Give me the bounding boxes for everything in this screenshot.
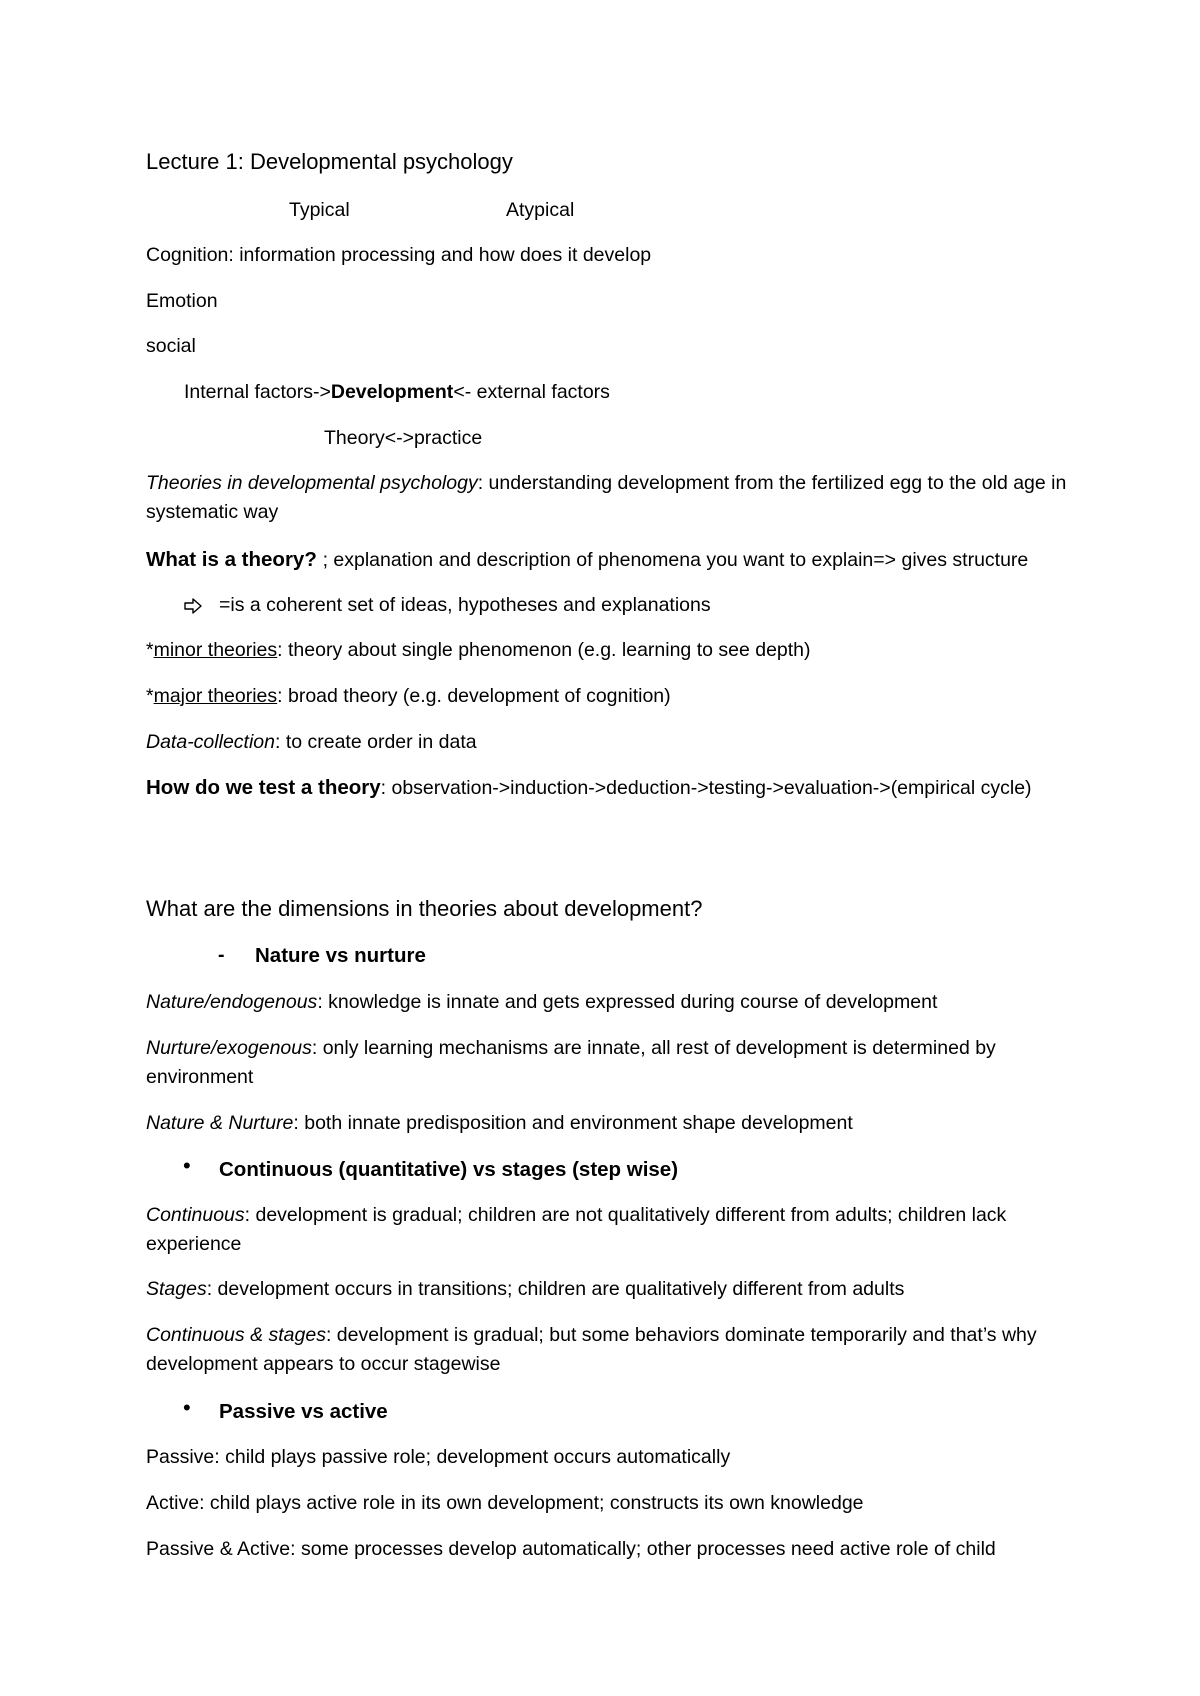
continuous-line [146, 1201, 1076, 1259]
stages-text: : development occurs in transitions; children are qualitatively different from adults [206, 1278, 905, 1300]
passive-active-heading: Passive vs active [219, 1400, 388, 1423]
stages-line [146, 1275, 1076, 1304]
nature-and-nurture-term: Nature & Nurture [146, 1112, 294, 1134]
minor-theories-term: minor theories [153, 639, 278, 661]
nature-endogenous-text: : knowledge is innate and gets expressed during course of development [317, 991, 938, 1013]
continuous-stages-term: Continuous & stages [146, 1324, 326, 1346]
hollow-arrow-icon [184, 597, 202, 615]
continuous-heading: Continuous (quantitative) vs stages (step wise) [219, 1158, 679, 1181]
asterisk-mark: * [146, 685, 154, 707]
passive-and-active-line: Passive & Active: some processes develop automatically; other processes need active role of child [146, 1538, 996, 1560]
coherent-line: =is a coherent set of ideas, hypotheses and explanations [219, 594, 711, 616]
cognition-line [146, 241, 1076, 270]
major-theories-term: major theories [153, 685, 278, 707]
theories-text: : understanding development from the fertilized egg to the old age in systematic way [146, 472, 1067, 523]
internal-factors: Internal factors-> [184, 381, 331, 403]
nature-endogenous-term: Nature/endogenous [146, 991, 318, 1013]
dash-mark: - [218, 944, 225, 966]
nurture-exogenous-term: Nurture/exogenous [146, 1037, 312, 1059]
minor-theories-line [146, 636, 1076, 665]
continuous-text: : development is gradual; children are not qualitatively different from adults; children lack experience [146, 1204, 1007, 1255]
continuous-term: Continuous [146, 1204, 245, 1226]
theories-term: Theories in developmental psychology [146, 472, 478, 494]
factors-line [184, 378, 610, 407]
test-theory-line [146, 773, 1076, 803]
column-atypical: Atypical [506, 199, 575, 221]
major-theories-text: : broad theory (e.g. development of cognition) [277, 685, 671, 707]
passive-line: Passive: child plays passive role; development occurs automatically [146, 1446, 731, 1468]
nature-and-nurture-text: : both innate predisposition and environment shape development [293, 1112, 853, 1134]
development-label: Development [330, 381, 454, 403]
cognition-term: Cognition [146, 244, 229, 266]
theory-practice-line: Theory<->practice [324, 427, 483, 449]
data-collection-line [146, 728, 1076, 757]
stages-term: Stages [146, 1278, 207, 1300]
social-line: social [146, 335, 196, 357]
what-is-theory-term: What is a theory? [146, 548, 323, 571]
nature-and-nurture-line [146, 1109, 1076, 1138]
bullet-icon: • [183, 1395, 191, 1420]
continuous-stages-line [146, 1321, 1076, 1379]
lecture-title: Lecture 1: Developmental psychology [146, 149, 513, 174]
minor-theories-text: : theory about single phenomenon (e.g. learning to see depth) [277, 639, 811, 661]
emotion-line: Emotion [146, 290, 218, 312]
cognition-text: : information processing and how does it develop [228, 244, 652, 266]
nature-nurture-heading: Nature vs nurture [255, 944, 426, 967]
nurture-exogenous-text: : only learning mechanisms are innate, all rest of development is determined by environment [146, 1037, 996, 1088]
major-theories-line [146, 682, 1076, 711]
active-line: Active: child plays active role in its own development; constructs its own knowledge [146, 1492, 864, 1514]
what-is-theory-line [146, 545, 1076, 575]
data-collection-text: : to create order in data [274, 731, 477, 753]
nurture-exogenous-line [146, 1034, 1076, 1092]
continuous-stages-text: : development is gradual; but some behaviors dominate temporarily and that’s why development appears to occur stagewise [146, 1324, 1037, 1375]
test-theory-text: : observation->induction->deduction->testing->evaluation->(empirical cycle) [380, 777, 1032, 799]
column-typical: Typical [289, 199, 350, 221]
theories-line [146, 469, 1076, 527]
test-theory-term: How do we test a theory [146, 776, 381, 799]
bullet-icon: • [183, 1153, 191, 1178]
data-collection-term: Data-collection [146, 731, 275, 753]
what-is-theory-text: ; explanation and description of phenomena you want to explain=> gives structure [322, 549, 1029, 571]
nature-endogenous-line [146, 988, 1076, 1017]
external-factors: <- external factors [453, 381, 610, 403]
dimensions-heading: What are the dimensions in theories about development? [146, 896, 703, 921]
asterisk-mark: * [146, 639, 154, 661]
